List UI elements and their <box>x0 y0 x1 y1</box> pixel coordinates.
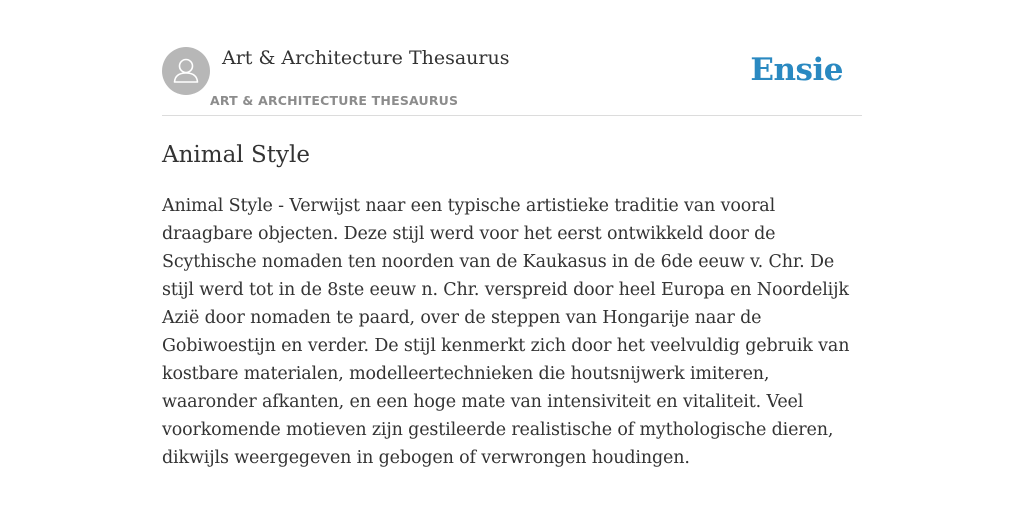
source-title-link[interactable]: Art & Architecture Thesaurus <box>222 47 510 69</box>
page-title: Animal Style <box>162 142 310 168</box>
definition-text: Animal Style - Verwijst naar een typische artistieke traditie van vooral draagbare objecten. Deze stijl werd voor het eerst ontwikkeld door de Scythische nomaden ten noorden van de Kaukasus in de 6de eeuw v. Chr. De stijl werd tot in de 8ste eeuw n. Chr. verspreid door heel Europa en Noordelijk Azië door nomaden te paard, over de steppen van Hongarije naar de Gobiwoestijn en verder. De stijl kenmerkt zich door het veelvuldig gebruik van kostbare materialen, modelleertechnieken die houtsnijwerk imiteren, waaronder afkanten, en een hoge mate van intensiviteit en vitaliteit. Veel voorkomende motieven zijn gestileerde realistische of mythologische dieren, dikwijls weergegeven in gebogen of verwrongen houdingen. <box>162 196 850 468</box>
source-subtitle: ART & ARCHITECTURE THESAURUS <box>210 93 459 108</box>
brand-logo-link[interactable]: Ensie <box>750 52 843 88</box>
user-icon <box>162 47 210 95</box>
avatar[interactable] <box>162 47 210 95</box>
entry-header <box>162 46 862 116</box>
